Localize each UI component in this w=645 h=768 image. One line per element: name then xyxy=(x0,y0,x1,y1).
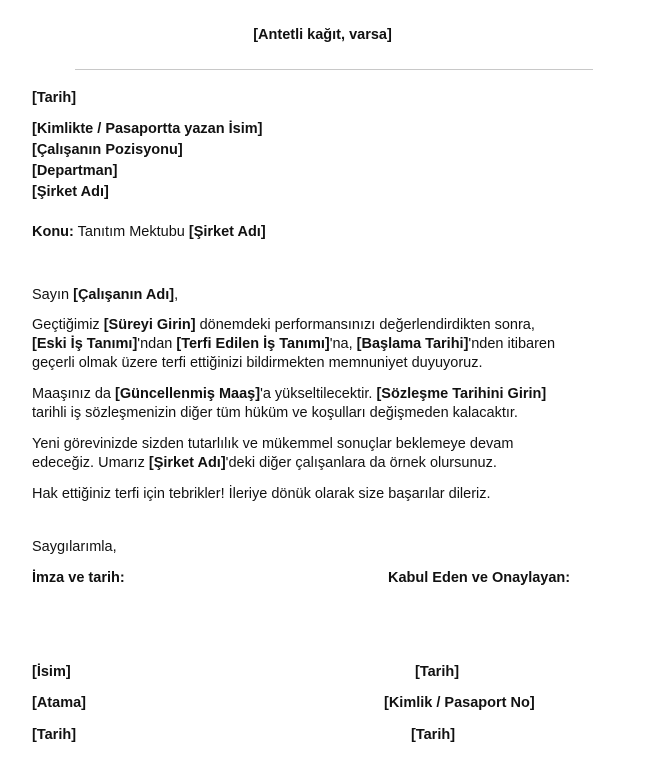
p2-salary: [Güncellenmiş Maaş] xyxy=(115,386,261,402)
p1-text: 'nden itibaren xyxy=(468,336,556,352)
p2-contract-date: [Sözleşme Tarihini Girin] xyxy=(376,386,547,402)
p1-text: 'na, xyxy=(329,336,357,352)
paragraph-2-line-2: tarihli iş sözleşmenizin diğer tüm hüküm ve koşulları değişmeden kalacaktır. xyxy=(32,405,518,421)
p3-company: [Şirket Adı] xyxy=(148,455,226,471)
signature-left-label: İmza ve tarih: xyxy=(32,570,125,586)
paragraph-1-line-3: geçerli olmak üzere terfi ettiğinizi bildirmekten memnuniyet duyuyoruz. xyxy=(32,355,483,371)
signature-right-date-1: [Tarih] xyxy=(415,664,460,680)
signature-left-name: [İsim] xyxy=(32,664,71,680)
p1-text: Geçtiğimiz xyxy=(32,317,104,333)
header-date: [Tarih] xyxy=(32,90,77,106)
closing: Saygılarımla, xyxy=(32,539,117,555)
header-company: [Şirket Adı] xyxy=(32,184,109,200)
paragraph-2-line-1 xyxy=(32,385,612,404)
header-name: [Kimlikte / Pasaportta yazan İsim] xyxy=(32,121,263,137)
letterhead: [Antetli kağıt, varsa] xyxy=(253,27,392,43)
subject-line xyxy=(32,223,266,241)
p3-text: edeceğiz. Umarız xyxy=(32,455,149,471)
signature-right-label: Kabul Eden ve Onaylayan: xyxy=(388,570,571,586)
subject-label: Konu: xyxy=(32,224,74,240)
paragraph-1-line-2 xyxy=(32,335,612,354)
signature-left-date: [Tarih] xyxy=(32,727,77,743)
paragraph-2 xyxy=(32,385,612,423)
subject-text: Tanıtım Mektubu xyxy=(73,224,189,240)
header-department: [Departman] xyxy=(32,163,118,179)
p1-old-title: [Eski İş Tanımı] xyxy=(32,336,138,352)
salutation-prefix: Sayın xyxy=(32,287,74,303)
paragraph-3-line-1: Yeni görevinizde sizden tutarlılık ve mükemmel sonuçlar beklemeye devam xyxy=(32,436,514,452)
salutation-name: [Çalışanın Adı] xyxy=(73,287,175,303)
signature-right-date-2: [Tarih] xyxy=(411,727,456,743)
p2-text: 'a yükseltilecektir. xyxy=(260,386,377,402)
salutation-suffix: , xyxy=(174,287,179,303)
p1-text: 'ndan xyxy=(137,336,177,352)
p1-period: [Süreyi Girin] xyxy=(103,317,196,333)
salutation xyxy=(32,286,178,304)
p1-start-date: [Başlama Tarihi] xyxy=(356,336,469,352)
signature-right-id: [Kimlik / Pasaport No] xyxy=(384,695,535,711)
p1-new-title: [Terfi Edilen İş Tanımı] xyxy=(176,336,330,352)
paragraph-1-line-1 xyxy=(32,316,612,335)
subject-company: [Şirket Adı] xyxy=(188,224,266,240)
letterhead-divider xyxy=(75,69,593,70)
paragraph-3-line-2 xyxy=(32,454,612,473)
paragraph-4: Hak ettiğiniz terfi için tebrikler! İleriye dönük olarak size başarılar dileriz. xyxy=(32,486,491,502)
header-position: [Çalışanın Pozisyonu] xyxy=(32,142,183,158)
paragraph-3 xyxy=(32,435,612,473)
signature-left-title: [Atama] xyxy=(32,695,86,711)
paragraph-1 xyxy=(32,316,612,373)
p2-text: Maaşınız da xyxy=(32,386,116,402)
p3-text: 'deki diğer çalışanlara da örnek olursunuz. xyxy=(225,455,497,471)
p1-text: dönemdeki performansınızı değerlendirdikten sonra, xyxy=(195,317,535,333)
